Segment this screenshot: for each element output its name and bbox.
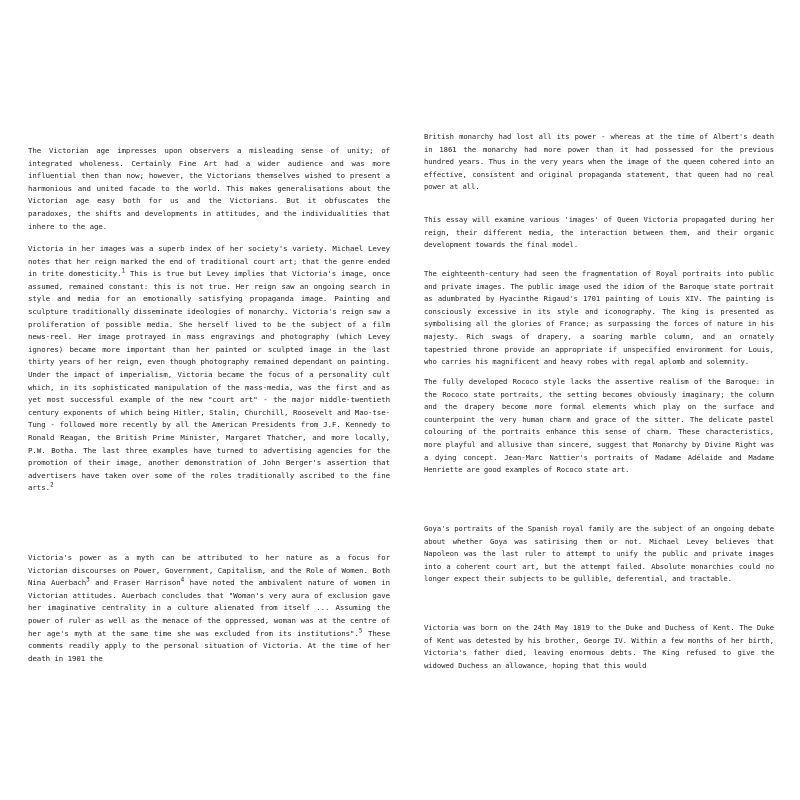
paragraph-victoria-birth: Victoria was born on the 24th May 1819 to the Duke and Duchess of Kent. The Duke of Kent was detested by his brother, George IV. Within a few months of her birth, Victoria's father died, leaving enormous debts. The King refused to give the widowed Duchess an allowance, hoping that this would <box>424 623 774 670</box>
paragraph-text: Victoria in her images was a superb index of her society's variety. Michael Levey notes that her reign marked the end of traditional court art; that the genre ended in trite domesticity. <box>28 244 390 279</box>
footnote-ref: 1 <box>121 267 126 275</box>
paragraph-text: have noted the ambivalent nature of women in Victorian attitudes. Auerbach concludes that "Woman's very aura of exclusion gave her imaginative centrality in a culture alienated from itself ... Assuming the power of ruler as well as the menace of the oppressed, woman was at the centre of her age's myth at the same time she was excluded from its institutions". <box>28 578 390 638</box>
paragraph-victoria-images <box>28 243 390 495</box>
paragraph-text: This is true but Levey implies that Victoria's image, once assumed, remained constant: this is not true. Her reign saw an ongoing search in style and media for an emotionally satisfying propaganda image. Painting and sculpture traditionally disseminate ideologies of monarchy. Victoria's reign saw a proliferation of possible media. She herself lived to be the subject of a film news-reel. Her image protrayed in mass engravings and photography (which Levey ignores) became more important than her painted or sculpted image in the last thirty years of her reign, even though photography remained dependant on painting. Under the impact of imperialism, Victoria became the focus of a personality cult which, in its sophisticated manipulation of the mass-media, was the first and as yet most successful example of the new "court art" - the major middle-twentieth century exponents of which being Hitler, Stalin, Churchill, Roosevelt and Mao-tse-Tung - followed more recently by all the American Presidents from J.F. Kennedy to Ronald Reagan, the British Prime Minister, Margaret Thatcher, and more locally, P.W. Botha. The last three examples have turned to advertising agencies for the promotion of their image, another demonstration of John Berger's assertion that advertisers have taken over some of the roles traditionally ascribed to the fine arts. <box>28 269 390 493</box>
paragraph-intro <box>28 145 390 233</box>
paragraph-text: These comments readily apply to the personal situation of Victoria. At the time of her death in 1901 the <box>28 628 390 663</box>
footnote-ref: 2 <box>50 481 54 489</box>
paragraph-monarchy-power: British monarchy had lost all its power - whereas at the time of Albert's death in 1861 the monarchy had more power than it had possessed for the previous hundred years. Thus in the very years when the image of the queen cohered into an effective, consistent and original propaganda statement, that queen had no real power at all. <box>424 132 774 192</box>
footnote-ref: 4 <box>180 576 185 584</box>
footnote-ref: 5 <box>358 627 363 635</box>
footnote-ref: 3 <box>86 576 90 584</box>
paragraph-goya: Goya's portraits of the Spanish royal family are the subject of an ongoing debate about whether Goya was satirising them or not. Michael Levey believes that Napoleon was the last ruler to attempt to unify the public and private images into a coherent court art, but the attempt failed. Absolute monarchies could no longer expect their subjects to be gullible, deferential, and tractable. <box>424 524 774 584</box>
paragraph-text: and Fraser Harrison <box>89 578 181 588</box>
paragraph-rococo: The fully developed Rococo style lacks the assertive realism of the Baroque: in the Rococo state portraits, the setting becomes obviously imaginary; the column and the drapery become more formal elements which play on the surface and counterpoint the very human charm and grace of the sitter. The delicate pastel colouring of the portraits enhance this sense of charm. These characteristics, more playful and allusive than sincere, suggest that Monarchy by Divine Right was a dying concept. Jean-Marc Nattier's portraits of Madame Adélaide and Madame Henriette are good examples of Rococo state art. <box>424 377 774 475</box>
paragraph-victoria-myth <box>28 552 390 665</box>
paragraph-text: Victoria's power as a myth can be attributed to her nature as a focus for Victorian discourses on Power, Government, Capitalism, and the Role of Women. Both Nina Auerbach <box>28 553 390 588</box>
paragraph-essay-aim: This essay will examine various 'images' of Queen Victoria propagated during her reign, their different media, the interaction between them, and their organic development towards the final model. <box>424 215 774 250</box>
paragraph-text: The Victorian age impresses upon observers a misleading sense of unity; of integrated wholeness. Certainly Fine Art had a wider audience and was more influential then than now; however, the Victorians themselves wished to present a harmonious and united facade to the world. This makes generalisations about the Victorian age easy both for us and the Victorians. But it obfuscates the paradoxes, the shifts and developments in attitudes, and the individualities that inhere to the age. <box>28 146 390 231</box>
paragraph-baroque: The eighteenth-century had seen the fragmentation of Royal portraits into public and private images. The public image used the idiom of the Baroque state portrait as adumbrated by Hyacinthe Rigaud's 1701 painting of Louis XIV. The painting is consciously excessive in its style and iconography. The king is presented as symbolising all the glories of France; as surpassing the forces of nature in his majesty. Rich swags of drapery, a soaring marble column, and an ornately tapestried throne provide an appropriate if unspecified environment for Louis, who carries his magnificent and heavy robes with regal aplomb and solemnity. <box>424 269 774 367</box>
